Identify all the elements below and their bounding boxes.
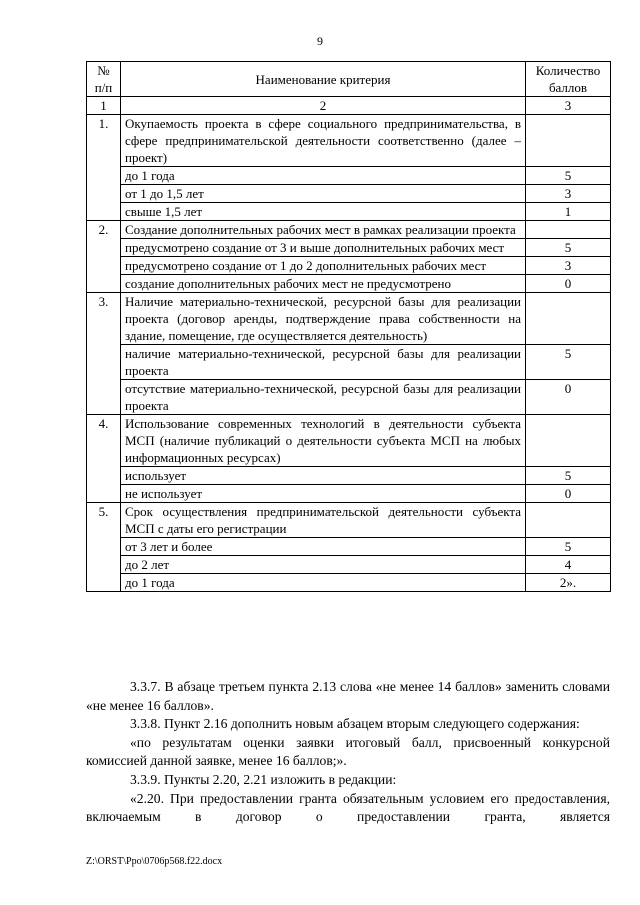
option-text: предусмотрено создание от 3 и выше дополнительных рабочих мест (121, 239, 526, 257)
option-text: свыше 1,5 лет (121, 203, 526, 221)
option-row (87, 345, 611, 380)
option-score: 0 (526, 275, 611, 293)
column-number: 2 (121, 97, 526, 115)
paragraph: 3.3.7. В абзаце третьем пункта 2.13 слова «не менее 14 баллов» заменить словами «не менее 16 баллов». (86, 679, 610, 713)
option-row (87, 485, 611, 503)
criterion-title: Создание дополнительных рабочих мест в рамках реализации проекта (121, 221, 526, 239)
criterion-number: 4. (87, 415, 121, 503)
paragraph: 3.3.8. Пункт 2.16 дополнить новым абзацем вторым следующего содержания: (130, 716, 580, 732)
criterion-number: 2. (87, 221, 121, 293)
header-score: Количество баллов (526, 62, 611, 97)
option-row (87, 467, 611, 485)
option-text: до 2 лет (121, 556, 526, 574)
header-criterion-name: Наименование критерия (121, 62, 526, 97)
paragraph: «по результатам оценки заявки итоговый балл, присвоенный конкурсной комиссией данной заявке, менее 16 баллов;». (86, 734, 610, 769)
option-row (87, 167, 611, 185)
criterion-title: Наличие материально-технической, ресурсной базы для реализации проекта (договор аренды, подтверждение права собственности на здание, помещение, где осуществляется деятельность) (121, 293, 526, 345)
criterion-title: Использование современных технологий в деятельности субъекта МСП (наличие публикаций о деятельности субъекта МСП на любых информационных ресурсах) (121, 415, 526, 467)
option-row (87, 380, 611, 415)
criterion-title: Срок осуществления предпринимательской деятельности субъекта МСП с даты его регистрации (121, 503, 526, 538)
paragraph: 3.3.9. Пункты 2.20, 2.21 изложить в редакции: (130, 771, 397, 787)
criterion-score-empty (526, 503, 611, 538)
option-score: 3 (526, 185, 611, 203)
criterion-row (87, 293, 611, 345)
option-score: 5 (526, 467, 611, 485)
option-row (87, 185, 611, 203)
option-score: 2». (526, 574, 611, 592)
criterion-row (87, 415, 611, 467)
page-number: 9 (317, 34, 323, 48)
option-score: 1 (526, 203, 611, 221)
column-number: 1 (87, 97, 121, 115)
option-text: предусмотрено создание от 1 до 2 дополнительных рабочих мест (121, 257, 526, 275)
option-row (87, 275, 611, 293)
table-header-row (87, 62, 611, 97)
option-score: 5 (526, 167, 611, 185)
option-score: 5 (526, 538, 611, 556)
option-row (87, 257, 611, 275)
criterion-row (87, 115, 611, 167)
criterion-score-empty (526, 293, 611, 345)
criterion-score-empty (526, 115, 611, 167)
column-number: 3 (526, 97, 611, 115)
option-row (87, 556, 611, 574)
criterion-row (87, 221, 611, 239)
option-row (87, 203, 611, 221)
amendments-text (86, 678, 610, 827)
option-text: до 1 года (121, 167, 526, 185)
criterion-score-empty (526, 221, 611, 239)
file-path-footer: Z:\ORST\Ppo\0706p568.f22.docx (86, 856, 223, 867)
option-text: создание дополнительных рабочих мест не предусмотрено (121, 275, 526, 293)
criterion-title: Окупаемость проекта в сфере социального предпринимательства, в сфере предпринимательской деятельности соответственно (далее – проект) (121, 115, 526, 167)
criterion-number: 3. (87, 293, 121, 415)
option-row (87, 538, 611, 556)
criteria-table (86, 61, 611, 592)
criterion-number: 1. (87, 115, 121, 221)
option-score: 0 (526, 485, 611, 503)
option-score: 3 (526, 257, 611, 275)
criteria-body (87, 115, 611, 592)
column-numbers-row (87, 97, 611, 115)
option-text: до 1 года (121, 574, 526, 592)
paragraph: «2.20. При предоставлении гранта обязательным условием его предоставления, включаемым в договор о предоставлении гранта, является (86, 790, 610, 825)
criterion-row (87, 503, 611, 538)
header-number: № п/п (87, 62, 121, 97)
option-score: 5 (526, 239, 611, 257)
option-text: отсутствие материально-технической, ресурсной базы для реализации проекта (121, 380, 526, 415)
option-score: 5 (526, 345, 611, 380)
option-score: 0 (526, 380, 611, 415)
option-text: от 3 лет и более (121, 538, 526, 556)
option-text: не использует (121, 485, 526, 503)
option-score: 4 (526, 556, 611, 574)
option-text: использует (121, 467, 526, 485)
option-text: от 1 до 1,5 лет (121, 185, 526, 203)
option-text: наличие материально-технической, ресурсной базы для реализации проекта (121, 345, 526, 380)
criterion-number: 5. (87, 503, 121, 592)
criterion-score-empty (526, 415, 611, 467)
option-row (87, 239, 611, 257)
option-row (87, 574, 611, 592)
